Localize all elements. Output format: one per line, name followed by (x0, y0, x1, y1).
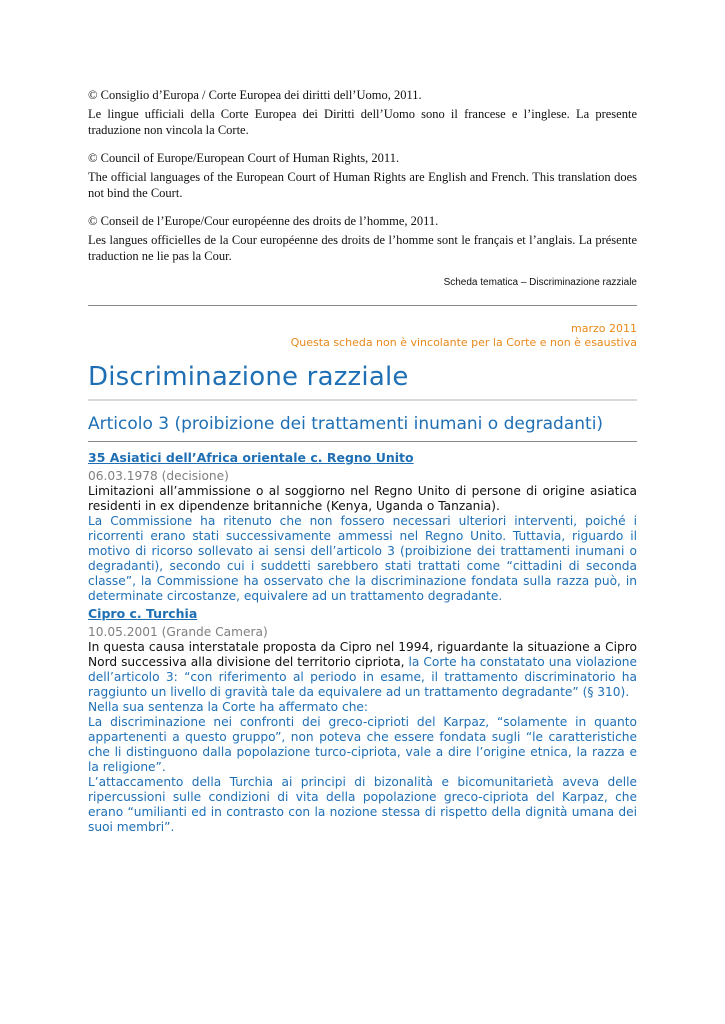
case-paragraph: La discriminazione nei confronti dei greco-ciprioti del Karpaz, “solamente in quanto appartenenti a questo gruppo”, non poteva che essere fondata sugli “le caratteristiche che li distinguono dalla popolazione turco-cipriota, vale a dire l’origine etnica, la razza e la religione”. (88, 715, 637, 774)
factsheet-date: marzo 2011 (571, 322, 637, 335)
case-summary (88, 640, 637, 700)
case-summary-intro: In questa causa interstatale proposta da Cipro nel 1994, riguardante la situazione a Cipro Nord successiva alla divisione del territorio cipriota, (88, 640, 637, 669)
copyright-french (88, 213, 637, 267)
case-title-link[interactable]: 35 Asiatici dell’Africa orientale c. Regno Unito (88, 450, 414, 465)
case-paragraph: Nella sua sentenza la Corte ha affermato che: (88, 700, 369, 714)
case-entry (88, 606, 637, 835)
case-date: 06.03.1978 (decisione) (88, 469, 229, 483)
article-heading-divider (88, 441, 637, 442)
factsheet-meta (291, 322, 637, 350)
header-divider (88, 305, 637, 306)
copyright-line: © Council of Europe/European Court of Human Rights, 2011. (88, 151, 400, 165)
title-divider (88, 399, 637, 401)
page-title: Discriminazione razziale (88, 362, 409, 392)
case-paragraph: L’attaccamento della Turchia ai principi di bizonalità e bicomunitarietà aveva delle ripercussioni sulle condizioni di vita della popolazione greco-cipriota del Karpaz, che erano “umilianti ed in contrasto con la nozione stessa di rispetto della dignità umana dei suoi membri”. (88, 775, 637, 834)
case-summary-finding: la Corte ha constatato una violazione dell’articolo 3: “con riferimento al periodo in esame, il trattamento discriminatorio ha raggiunto un livello di gravità tale da equivalere ad un trattamento degradante” (§ 310). (88, 655, 638, 699)
case-summary: Limitazioni all’ammissione o al soggiorno nel Regno Unito di persone di origine asiatica residenti in ex dipendenze britanniche (Kenya, Uganda o Tanzania). (88, 484, 637, 513)
case-date: 10.05.2001 (Grande Camera) (88, 625, 268, 639)
copyright-note: Les langues officielles de la Cour européenne des droits de l’homme sont le français et l’anglais. La présente traduction ne lie pas la Cour. (88, 233, 637, 263)
copyright-italian (88, 87, 637, 141)
article-heading: Articolo 3 (proibizione dei trattamenti inumani o degradanti) (88, 414, 604, 434)
running-header-title: Scheda tematica – Discriminazione razziale (443, 277, 637, 288)
case-holding: La Commissione ha ritenuto che non fossero necessari ulteriori interventi, poiché i ricorrenti erano stati successivamente ammessi nel Regno Unito. Tuttavia, riguardo il motivo di ricorso sollevato ai sensi dell’articolo 3 (proibizione dei trattamenti inumani o degradanti), secondo cui i suddetti sarebbero stati trattati come “cittadini di seconda classe”, la Commissione ha osservato che la discriminazione fondata sulla razza può, in determinate circostanze, equivalere ad un trattamento degradante. (88, 514, 637, 603)
copyright-line: © Consiglio d’Europa / Corte Europea dei diritti dell’Uomo, 2011. (88, 88, 422, 102)
copyright-line: © Conseil de l’Europe/Cour européenne des droits de l’homme, 2011. (88, 214, 439, 228)
copyright-note: The official languages of the European Court of Human Rights are English and French. This translation does not bind the Court. (88, 170, 637, 200)
copyright-english (88, 150, 637, 204)
case-title-link[interactable]: Cipro c. Turchia (88, 606, 198, 621)
factsheet-disclaimer: Questa scheda non è vincolante per la Corte e non è esaustiva (290, 336, 637, 349)
case-entry (88, 450, 637, 604)
copyright-note: Le lingue ufficiali della Corte Europea dei Diritti dell’Uomo sono il francese e l’inglese. La presente traduzione non vincola la Corte. (88, 107, 637, 137)
